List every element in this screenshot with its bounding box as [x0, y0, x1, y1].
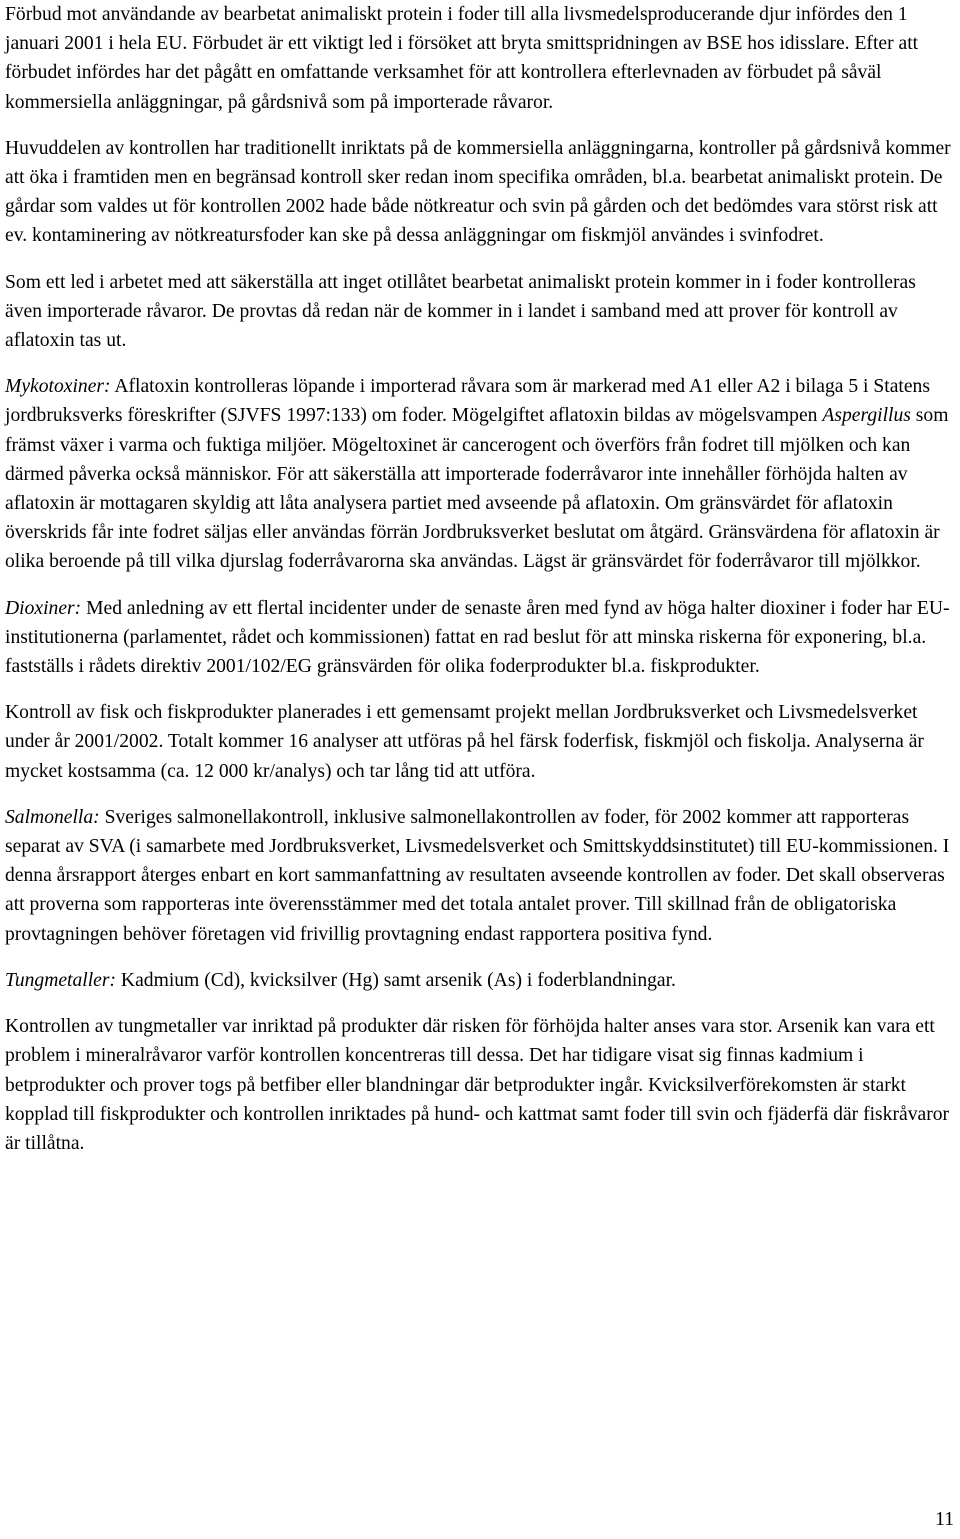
- paragraph-fish-products: [5, 698, 957, 786]
- paragraph-text: som främst växer i varma och fuktiga miljöer. Mögeltoxinet är cancerogent och överförs från fodret till mjölken och kan därmed påverka också människor. För att säkerställa att importerade foderråvaror inte innehåller förhöjda halten av aflatoxin är mottagaren skyldig att låta analysera partiet med avseende på aflatoxin. Om gränsvärdet för aflatoxin överskrids får inte fodret säljas eller användas förrän Jordbruksverket beslutat om åtgärd. Gränsvärdena för aflatoxin är olika beroende på till vilka djurslag foderråvarorna ska användas. Lägst är gränsvärdet för foderråvaror till mjölkkor.: [5, 405, 949, 573]
- page-number: 11: [935, 1509, 954, 1530]
- paragraph-text: Aflatoxin kontrolleras löpande i importerad råvara som är markerad med A1 eller A2 i bilaga 5 i Statens jordbruksverks föreskrifter (SJVFS 1997:133) om foder. Mögelgiftet aflatoxin bildas av mögelsvampen: [5, 376, 930, 427]
- section-lead-mycotoxins: Mykotoxiner:: [5, 376, 111, 398]
- paragraph-text: Med anledning av ett flertal incidenter under de senaste åren med fynd av höga halter dioxiner i foder har EU-institutionerna (parlamentet, rådet och kommissionen) fattat en rad beslut för att minska riskerna för exponering, bl.a. fastställs i rådets direktiv 2001/102/EG gränsvärden för olika foderprodukter bl.a. fiskprodukter.: [5, 597, 950, 678]
- paragraph-farm-level-control: [5, 134, 957, 251]
- paragraph-heavy-metal-control: [5, 1012, 957, 1158]
- paragraph-text: Förbud mot användande av bearbetat animaliskt protein i foder till alla livsmedelsproducerande djur infördes den 1 januari 2001 i hela EU. Förbudet är ett viktigt led i försöket att bryta smittspridningen av BSE hos idisslare. Efter att förbudet infördes har det pågått en omfattande verksamhet för att kontrollera efterlevnaden av förbudet på såväl kommersiella anläggningar, på gårdsnivå som på importerade råvaror.: [5, 4, 919, 113]
- paragraph-salmonella: [5, 803, 957, 949]
- document-page: [5, 0, 957, 1175]
- paragraph-heavy-metals: [5, 966, 957, 995]
- paragraph-text: Som ett led i arbetet med att säkerställa att inget otillåtet bearbetat animaliskt protein kommer in i foder kontrolleras även importerade råvaror. De provtas då redan när de kommer in i landet i samband med att prover för kontroll av aflatoxin tas ut.: [5, 271, 916, 352]
- section-lead-dioxins: Dioxiner:: [5, 597, 82, 619]
- paragraph-dioxins: [5, 594, 957, 682]
- paragraph-mycotoxins: [5, 372, 957, 576]
- section-lead-salmonella: Salmonella:: [5, 806, 100, 828]
- paragraph-imported-raw-materials: [5, 268, 957, 356]
- paragraph-text: Kontroll av fisk och fiskprodukter planerades i ett gemensamt projekt mellan Jordbruksverket och Livsmedelsverket under år 2001/2002. Totalt kommer 16 analyser att utföras på hel färsk foderfisk, fiskmjöl och fiskolja. Analyserna är mycket kostsamma (ca. 12 000 kr/analys) och tar lång tid att utföra.: [5, 702, 924, 782]
- paragraph-bse-feed-ban: [5, 0, 957, 117]
- paragraph-text: Kontrollen av tungmetaller var inriktad på produkter där risken för förhöjda halter anses vara stor. Arsenik kan vara ett problem i mineralråvaror varför kontrollen koncentreras till dessa. Det har tidigare visat sig finnas kadmium i betprodukter och prover togs på betfiber eller blandningar där betprodukter ingår. Kvicksilverförekomsten är starkt kopplad till fiskprodukter och kontrollen inriktades på hund- och kattmat samt foder till svin och fjäderfä där fiskråvaror är tillåtna.: [5, 1016, 950, 1154]
- italic-term-aspergillus: Aspergillus: [822, 405, 911, 427]
- paragraph-text: Kadmium (Cd), kvicksilver (Hg) samt arsenik (As) i foderblandningar.: [116, 969, 676, 991]
- paragraph-text: Sveriges salmonellakontroll, inklusive salmonellakontrollen av foder, för 2002 kommer att rapporteras separat av SVA (i samarbete med Jordbruksverket, Livsmedelsverket och Smittskyddsinstitutet) till EU-kommissionen. I denna årsrapport återges enbart en kort sammanfattning av resultaten avseende kontrollen av foder. Det skall observeras att proverna som rapporteras inte överensstämmer med det totala antalet prover. Till skillnad från de obligatoriska provtagningen behöver företagen vid frivillig provtagning endast rapportera positiva fynd.: [5, 806, 950, 945]
- paragraph-text: Huvuddelen av kontrollen har traditionellt inriktats på de kommersiella anläggningarna, kontroller på gårdsnivå kommer att öka i framtiden men en begränsad kontroll sker redan inom specifika områden, bl.a. bearbetat animaliskt protein. De gårdar som valdes ut för kontrollen 2002 hade både nötkreatur och svin på gården och det bedömdes vara störst risk att ev. kontaminering av nötkreatursfoder kan ske på dessa anläggningar om fiskmjöl användes i svinfodret.: [5, 137, 951, 247]
- section-lead-heavy-metals: Tungmetaller:: [5, 969, 117, 991]
